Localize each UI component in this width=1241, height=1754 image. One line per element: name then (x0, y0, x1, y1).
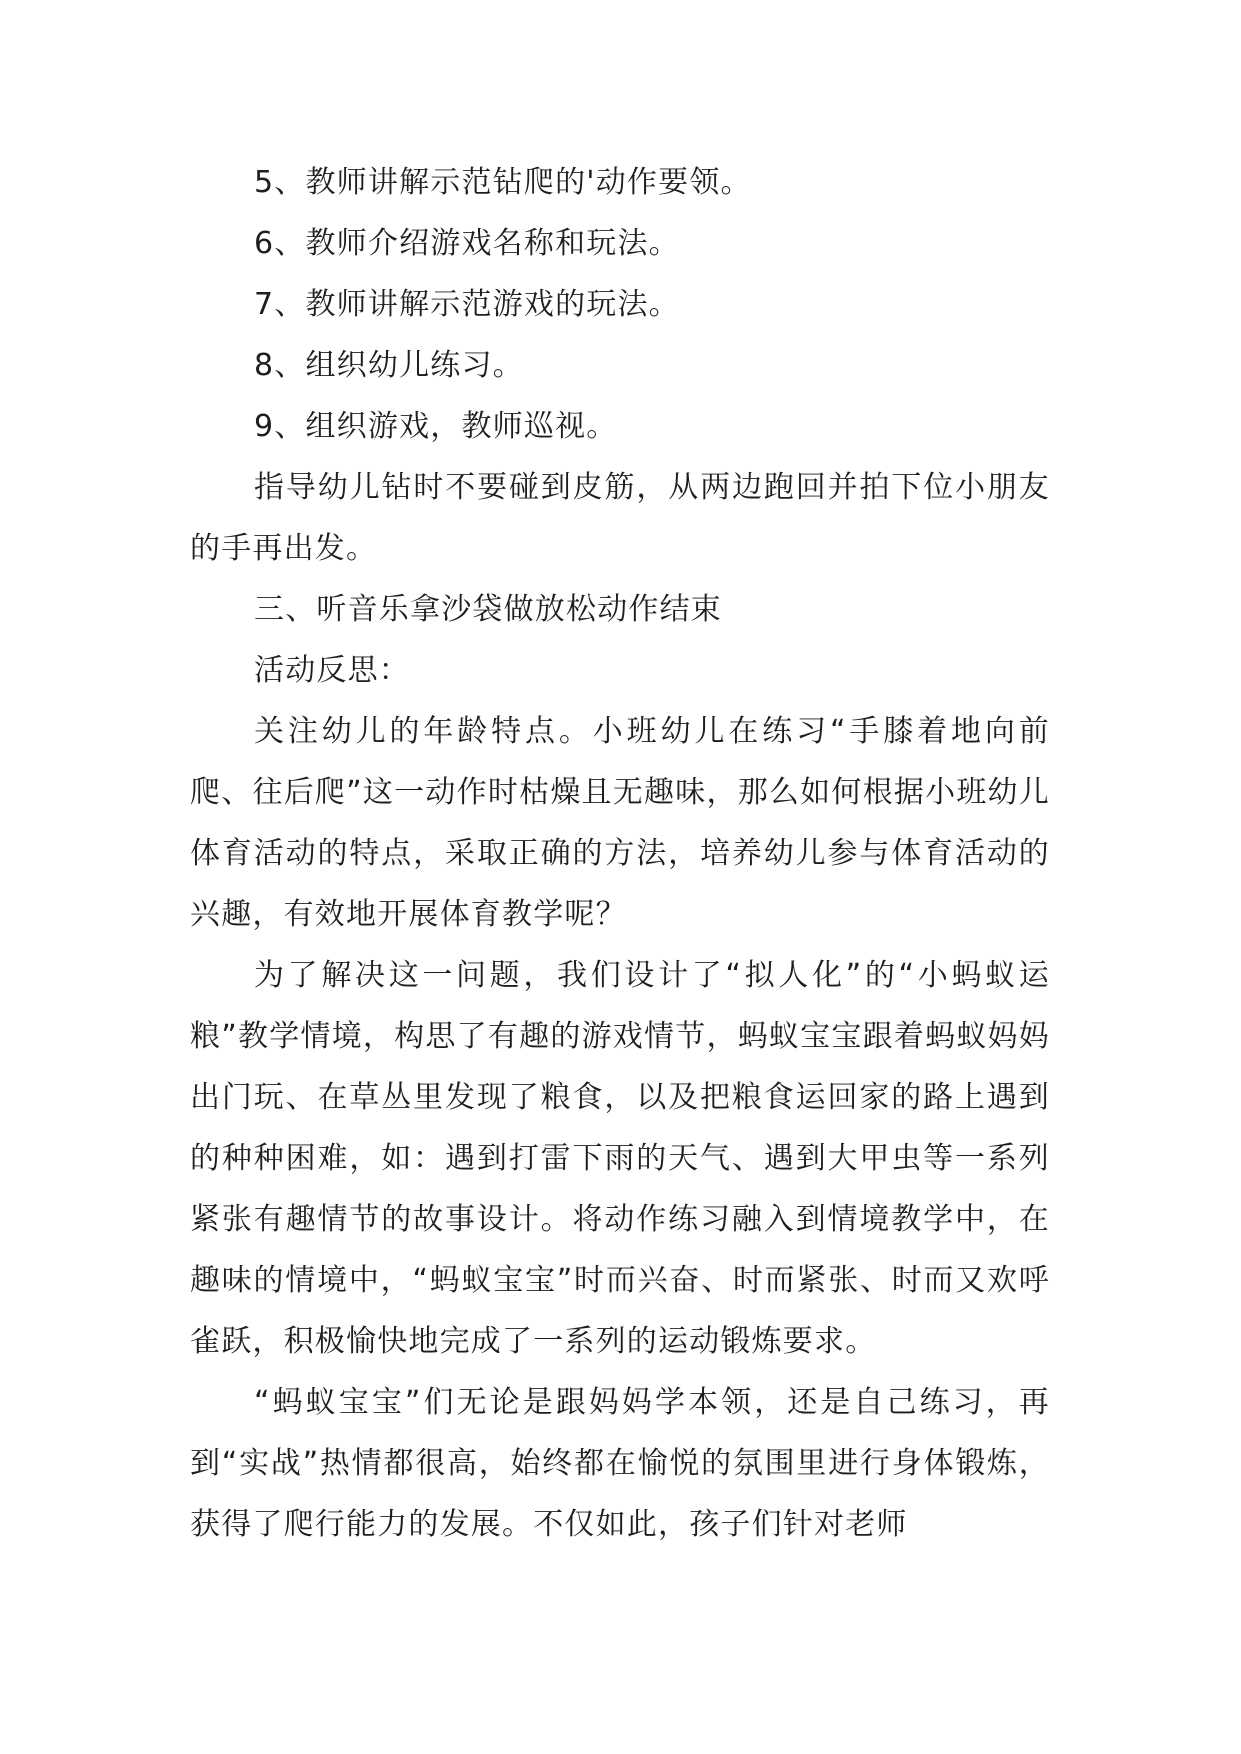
paragraph-reflection-2: 为了解决这一问题，我们设计了“拟人化”的“小蚂蚁运粮”教学情境，构思了有趣的游戏情节，蚂蚁宝宝跟着蚂蚁妈妈出门玩、在草丛里发现了粮食，以及把粮食运回家的路上遇到的种种困难，如：遇到打雷下雨的天气、遇到大甲虫等一系列紧张有趣情节的故事设计。将动作练习融入到情境教学中，在趣味的情境中，“蚂蚁宝宝”时而兴奋、时而紧张、时而又欢呼雀跃，积极愉快地完成了一系列的运动锻炼要求。 (190, 958, 1050, 1359)
document-body (190, 152, 1050, 1555)
section-heading-three: 三、听音乐拿沙袋做放松动作结束 (254, 592, 722, 627)
paragraph-step-9: 9、组织游戏，教师巡视。 (254, 409, 618, 444)
reflection-heading: 活动反思： (254, 653, 410, 688)
paragraph-reflection-1: 关注幼儿的年龄特点。小班幼儿在练习“手膝着地向前爬、往后爬”这一动作时枯燥且无趣味，那么如何根据小班幼儿体育活动的特点，采取正确的方法，培养幼儿参与体育活动的兴趣，有效地开展体育教学呢？ (190, 714, 1050, 932)
paragraph-step-7: 7、教师讲解示范游戏的玩法。 (254, 287, 680, 322)
paragraph-guidance: 指导幼儿钻时不要碰到皮筋，从两边跑回并拍下位小朋友的手再出发。 (190, 470, 1050, 566)
paragraph-step-6: 6、教师介绍游戏名称和玩法。 (254, 226, 680, 261)
paragraph-step-8: 8、组织幼儿练习。 (254, 348, 524, 383)
paragraph-step-5: 5、教师讲解示范钻爬的'动作要领。 (254, 165, 752, 200)
paragraph-reflection-3: “蚂蚁宝宝”们无论是跟妈妈学本领，还是自己练习，再到“实战”热情都很高，始终都在愉悦的氛围里进行身体锻炼，获得了爬行能力的发展。不仅如此，孩子们针对老师 (190, 1385, 1050, 1542)
